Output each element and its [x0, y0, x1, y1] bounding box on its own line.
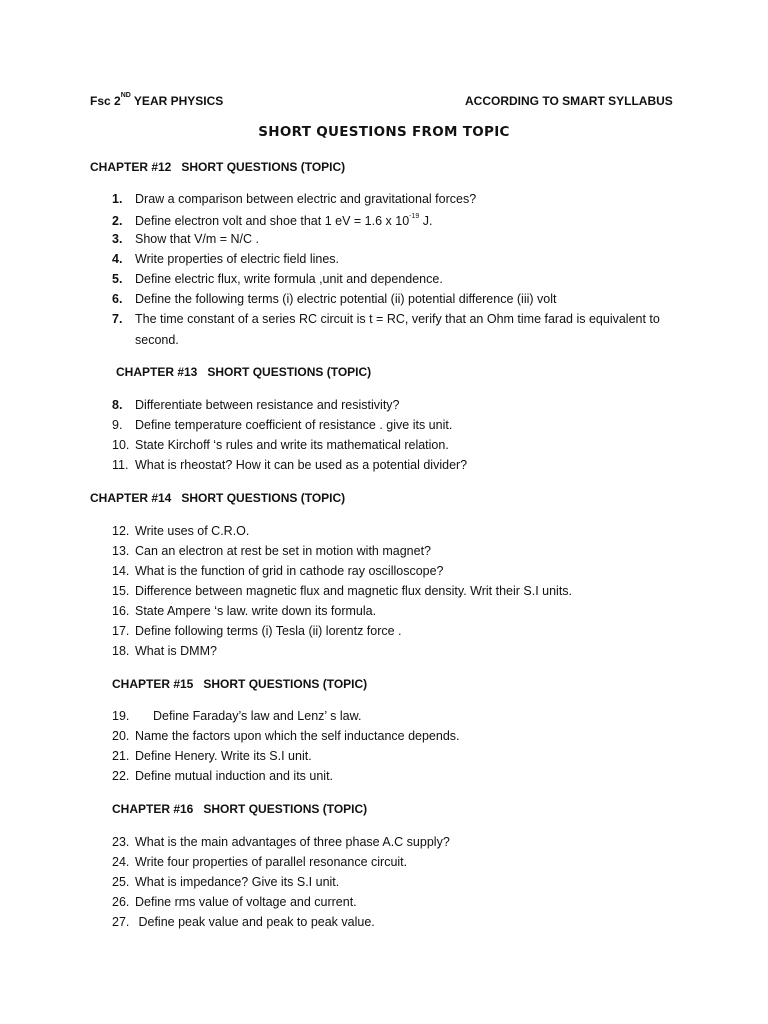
- syllabus-header: ACCORDING TO SMART SYLLABUS: [465, 94, 673, 108]
- chapter-heading-12: [90, 160, 345, 174]
- question-number: 3.: [112, 232, 123, 246]
- question-item: [112, 269, 443, 289]
- question-item: [112, 541, 431, 561]
- chapter-subtitle: SHORT QUESTIONS (TOPIC): [203, 677, 368, 691]
- question-text: Define rms value of voltage and current.: [135, 895, 357, 909]
- question-item: [112, 521, 249, 541]
- question-number: 27.: [112, 915, 130, 929]
- question-number: 15.: [112, 584, 130, 598]
- class-header: [90, 94, 223, 108]
- page-title: SHORT QUESTIONS FROM TOPIC: [258, 124, 510, 140]
- chapter-subtitle: SHORT QUESTIONS (TOPIC): [207, 365, 372, 379]
- question-number: 16.: [112, 604, 130, 618]
- question-item: [112, 621, 402, 641]
- question-item: [112, 766, 333, 786]
- question-continuation: second.: [135, 333, 179, 347]
- question-text: Draw a comparison between electric and gravitational forces?: [135, 192, 477, 206]
- question-number: 9.: [112, 418, 123, 432]
- question-number: 5.: [112, 272, 123, 286]
- question-number: 2.: [112, 214, 123, 229]
- question-number: 21.: [112, 749, 130, 763]
- question-text: What is rheostat? How it can be used as a potential divider?: [135, 458, 468, 472]
- question-text: Define Faraday’s law and Lenz’ s law.: [153, 709, 362, 723]
- chapter-label: CHAPTER #13: [116, 365, 198, 379]
- question-number: 4.: [112, 252, 123, 266]
- question-item: [112, 289, 556, 309]
- question-number: 24.: [112, 855, 130, 869]
- chapter-heading-16: [112, 802, 367, 816]
- class-ordinal-suffix: ND: [120, 92, 131, 99]
- question-number: 26.: [112, 895, 130, 909]
- question-item: [112, 455, 467, 475]
- question-item: [112, 209, 432, 231]
- question-number: 14.: [112, 564, 130, 578]
- question-text: Can an electron at rest be set in motion with magnet?: [135, 544, 431, 558]
- question-text: Write uses of C.R.O.: [135, 524, 250, 538]
- question-item: [112, 832, 450, 852]
- chapter-heading-15: [112, 677, 367, 691]
- question-text: What is the main advantages of three phase A.C supply?: [135, 835, 450, 849]
- exponent: -19: [409, 213, 420, 220]
- question-item: [112, 249, 339, 269]
- question-item: [112, 561, 444, 581]
- question-text: Write four properties of parallel resonance circuit.: [135, 855, 408, 869]
- question-number: 12.: [112, 524, 130, 538]
- chapter-label: CHAPTER #15: [112, 677, 194, 691]
- question-text: Write properties of electric field lines.: [135, 252, 340, 266]
- question-number: 20.: [112, 729, 130, 743]
- question-text: Difference between magnetic flux and magnetic flux density. Writ their S.I units.: [135, 584, 573, 598]
- question-item: [112, 912, 375, 932]
- question-item: [112, 852, 407, 872]
- question-text: State Kirchoff ‘s rules and write its mathematical relation.: [135, 438, 449, 452]
- question-number: 22.: [112, 769, 130, 783]
- question-text-end: J.: [419, 214, 433, 229]
- question-text: Define electron volt and shoe that 1 eV = 1.6 x 10: [135, 214, 410, 229]
- question-number: 19.: [112, 709, 130, 723]
- question-text: Define Henery. Write its S.I unit.: [135, 749, 312, 763]
- question-item: [112, 872, 339, 892]
- question-text: Define temperature coefficient of resistance . give its unit.: [135, 418, 453, 432]
- question-text: Differentiate between resistance and resistivity?: [135, 398, 400, 412]
- question-text: Define electric flux, write formula ,unit and dependence.: [135, 272, 443, 286]
- question-text: Name the factors upon which the self inductance depends.: [135, 729, 460, 743]
- question-item: [112, 746, 312, 766]
- question-item: [112, 189, 476, 209]
- question-item: [112, 395, 400, 415]
- question-number: 18.: [112, 644, 130, 658]
- chapter-label: CHAPTER #12: [90, 160, 172, 174]
- chapter-label: CHAPTER #16: [112, 802, 194, 816]
- question-text: State Ampere ‘s law. write down its formula.: [135, 604, 377, 618]
- question-text: What is DMM?: [135, 644, 217, 658]
- question-number: 13.: [112, 544, 130, 558]
- question-text: Define the following terms (i) electric potential (ii) potential difference (iii) volt: [135, 292, 557, 306]
- question-text: What is the function of grid in cathode ray oscilloscope?: [135, 564, 444, 578]
- question-text: What is impedance? Give its S.I unit.: [135, 875, 340, 889]
- question-item: [112, 892, 357, 912]
- question-item: [112, 641, 217, 661]
- question-number: 1.: [112, 192, 123, 206]
- question-item: [112, 309, 660, 329]
- question-text: The time constant of a series RC circuit is t = RC, verify that an Ohm time farad is equivalent to: [135, 312, 660, 326]
- question-number: 11.: [112, 458, 129, 472]
- question-item: [112, 415, 452, 435]
- class-suffix: YEAR PHYSICS: [130, 94, 224, 108]
- question-number: 17.: [112, 624, 130, 638]
- chapter-subtitle: SHORT QUESTIONS (TOPIC): [181, 491, 346, 505]
- question-number: 6.: [112, 292, 123, 306]
- class-prefix: Fsc 2: [90, 94, 121, 108]
- question-number: 25.: [112, 875, 130, 889]
- question-item: [112, 706, 361, 726]
- question-text: Define peak value and peak to peak value.: [135, 915, 375, 929]
- question-item: [112, 229, 259, 249]
- question-item: [112, 435, 449, 455]
- question-text: Define mutual induction and its unit.: [135, 769, 334, 783]
- question-number: 10.: [112, 438, 130, 452]
- question-text: Define following terms (i) Tesla (ii) lorentz force .: [135, 624, 402, 638]
- question-item: [112, 726, 460, 746]
- chapter-heading-14: [90, 491, 345, 505]
- chapter-subtitle: SHORT QUESTIONS (TOPIC): [181, 160, 346, 174]
- chapter-heading-13: [116, 365, 371, 379]
- question-item: [112, 601, 376, 621]
- chapter-subtitle: SHORT QUESTIONS (TOPIC): [203, 802, 368, 816]
- question-number: 7.: [112, 312, 123, 326]
- question-text: Show that V/m = N/C .: [135, 232, 260, 246]
- question-item: [112, 581, 572, 601]
- question-number: 8.: [112, 398, 123, 412]
- chapter-label: CHAPTER #14: [90, 491, 172, 505]
- question-number: 23.: [112, 835, 130, 849]
